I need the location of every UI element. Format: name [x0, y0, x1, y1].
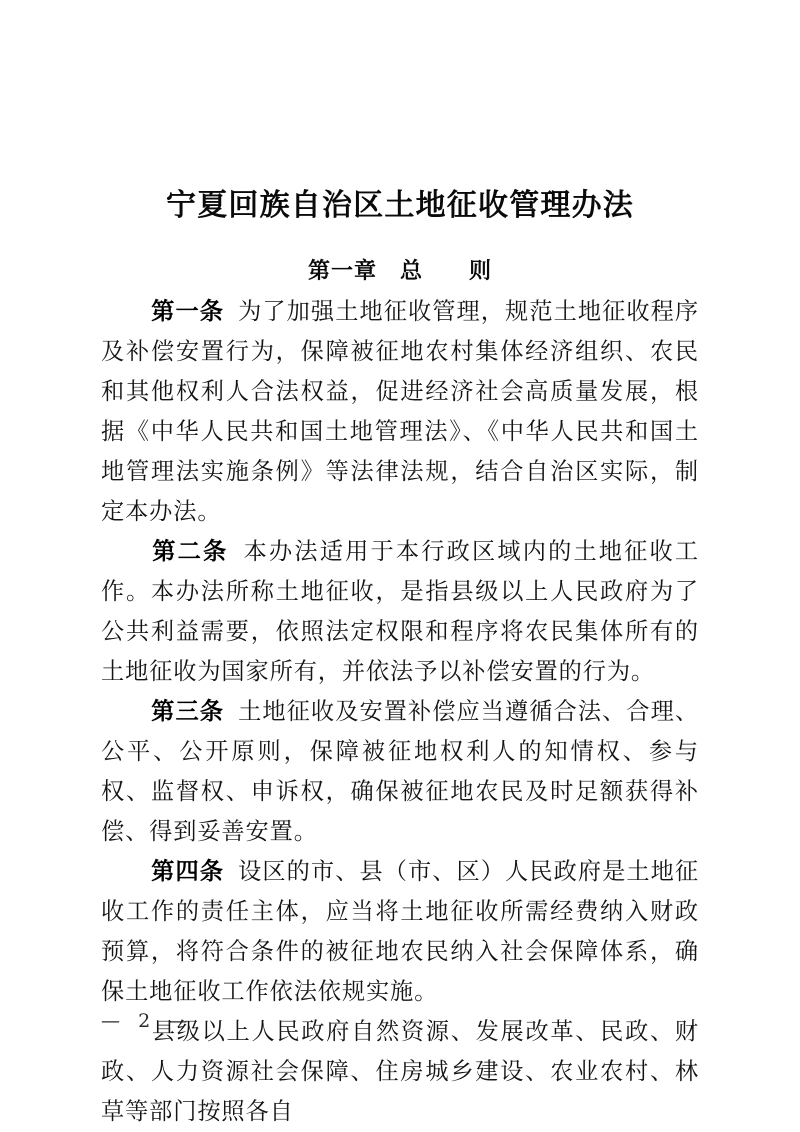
article-text-3: 土地征收及安置补偿应当遵循合法、合理、公平、公开原则，保障被征地权利人的知情权、参与权、监督权、申诉权，确保被征地农民及时足额获得补偿、得到妥善安置。: [101, 698, 699, 845]
article-text-1: 为了加强土地征收管理，规范土地征收程序及补偿安置行为，保障被征地农村集体经济组织、农民和其他权利人合法权益，促进经济社会高质量发展，根据《中华人民共和国土地管理法》、《中华人民共和国土地管理法实施条例》等法律法规，结合自治区实际，制定本办法。: [101, 298, 699, 525]
continuation-text: 县级以上人民政府自然资源、发展改革、民政、财政、人力资源社会保障、住房城乡建设、农业农村、林草等部门按照各自: [101, 1018, 699, 1125]
article-number-4: 第四条: [151, 858, 224, 885]
article-paragraph-1: [101, 292, 699, 532]
article-text-4: 设区的市、县（市、区）人民政府是土地征收工作的责任主体，应当将土地征收所需经费纳入财政预算，将符合条件的被征地农民纳入社会保障体系，确保土地征收工作依法依规实施。: [101, 858, 699, 1005]
article-paragraph-3: [101, 692, 699, 852]
page-title: 宁夏回族自治区土地征收管理办法: [166, 188, 634, 224]
chapter-heading: 第一章 总 则: [307, 258, 492, 285]
article-number-2: 第二条: [151, 538, 229, 565]
article-paragraph-4: [101, 852, 699, 1012]
article-text-2: 本办法适用于本行政区域内的土地征收工作。本办法所称土地征收，是指县级以上人民政府为了公共利益需要，依照法定权限和程序将农民集体所有的土地征收为国家所有，并依法予以补偿安置的行为。: [101, 538, 700, 685]
page-number: — 2 —: [101, 1010, 190, 1032]
article-number-3: 第三条: [151, 698, 224, 725]
article-number-1: 第一条: [151, 298, 224, 325]
article-paragraph-2: [101, 532, 699, 692]
